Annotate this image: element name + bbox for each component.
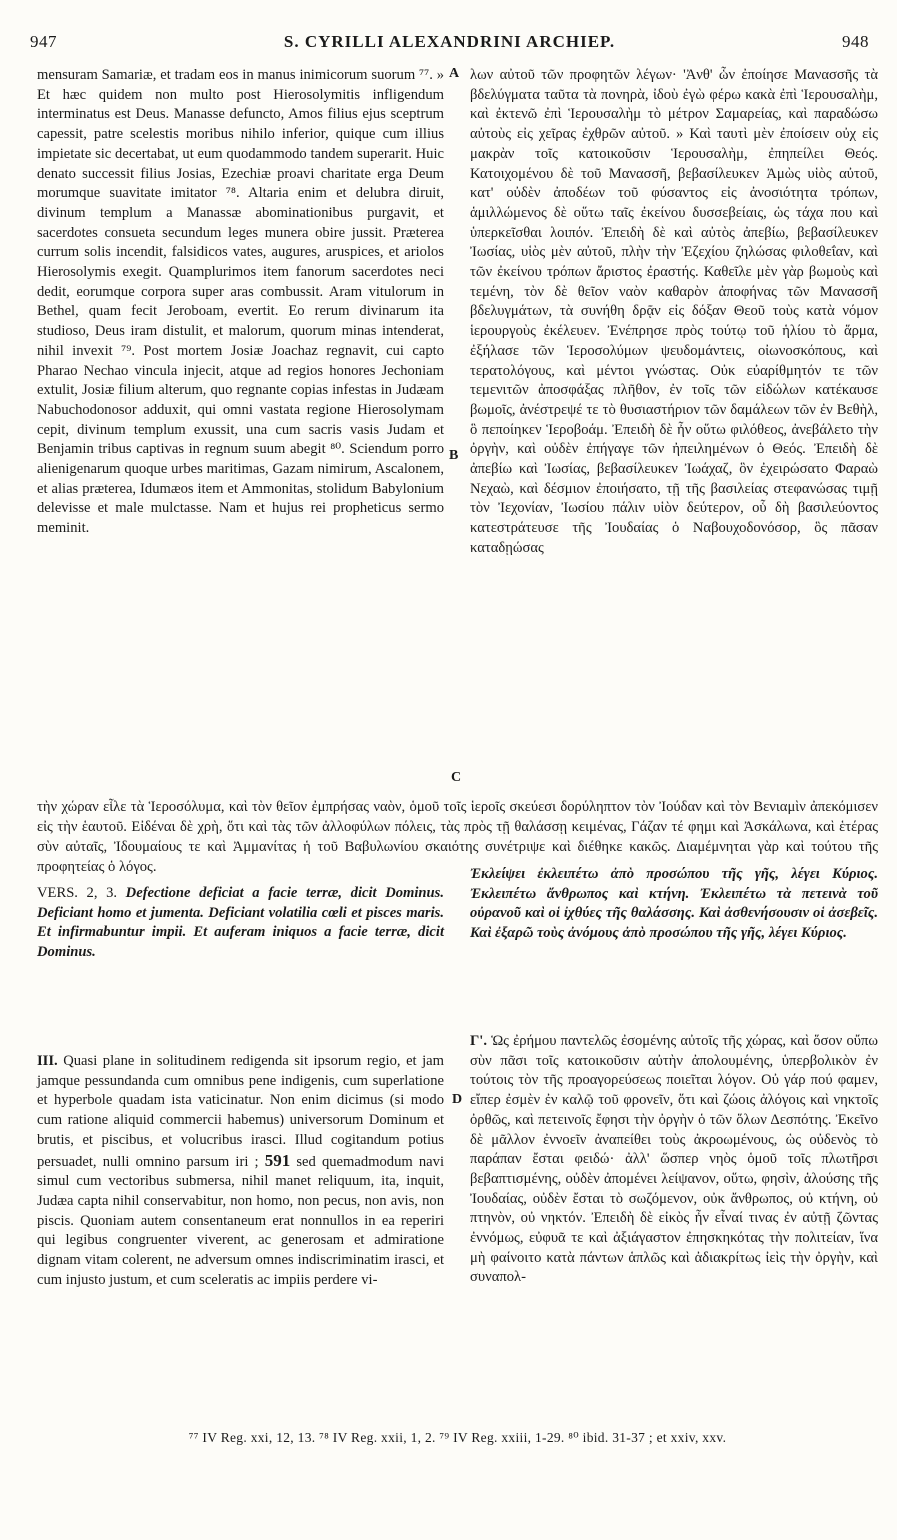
page-number-left: 947 <box>30 32 57 51</box>
latin-verses <box>37 884 444 963</box>
greek-verses <box>470 865 878 944</box>
section-number: III. <box>37 1053 58 1069</box>
margin-letter-b: B <box>449 448 459 463</box>
column-number: 591 <box>264 1150 291 1170</box>
page-number-right: 948 <box>842 32 869 51</box>
latin-section-iii <box>37 1052 444 1290</box>
greek-column-top <box>470 66 878 559</box>
greek-section-iii <box>470 1032 878 1288</box>
margin-letter-c: C <box>451 770 462 785</box>
greek-section-text: Ὡς ἐρήμου παντελῶς ἐσομένης αὐτοῖς τῆς χώρας, καὶ ὅσον οὔπω σὺν πᾶσι τοῖς κατοικοῦσιν αὐτὴν ἀπολουμένης, ὑπερβολικὸν ἐν τούτοις τὸν τῆς προαγορεύσεως ποιεῖται λόγον. Οὐ γάρ πού φαμεν, εἴπερ ἐσμὲν ἐν καλῷ τοῦ φρονεῖν, ὅτι καὶ ζώοις ἀλόγοις καὶ νηκτοῖς ὀρθῶς, καὶ πετεινοῖς ἔφησι τὴν ὀργὴν ὁ τῶν ὅλων Δεσπότης. Ἐκεῖνο δὲ μᾶλλον ἐννοεῖν ἀναπείθει τοὺς ἀκροωμένους, ὡς οὐδενὸς τὸ παράπαν ἔσται φειδώ· ἀλλ' ὥσπερ νηὸς ὁμοῦ τοῖς πλωτῆρσι βεβαπτισμένης, οὐδὲν ἀπομένει λείψανον, οὕτω, φησὶν, ἁλούσης τῆς Ἰουδαίας, οὐδὲν ἔσται τὸ σωζόμενον, οὐκ ἄνθρωπος, οὐ κτήνη, οὐ πτηνὸν, οὐ νηκτόν. Ἐπειδὴ δὲ εἰκὸς ἦν εἶναί τινας ἐν αὐτῇ ζῶντας ἐννόμως, εὐφυᾶ τε καὶ ἀξιάγαστον ἐπησκηκότας τὴν πολιτείαν, ἵνα μὴ φαίνοιτο κατὰ πάντων ἁπλῶς καὶ ἀδιακρίτως ἰεὶς τὴν ὀργὴν, καὶ συναπολ- <box>470 1033 878 1286</box>
latin-section-text-a: Quasi plane in solitudinem redigenda sit ipsorum regio, et jam jamque pessundanda cum omnibus pene indigenis, cum superlatione et hyperbole quadam ista vaticinatur. Non enim dicimus (si modo cum ratione aliquid commercii habemus) universorum Dominum et brutis, et piscibus, et volucribus irasci. Illud cogitandum potius persuadet, nulli omnino parsum iri ; <box>37 1053 444 1170</box>
margin-letter-a: A <box>449 66 460 81</box>
page-header <box>30 32 869 56</box>
greek-verse-text: Ἐκλείψει ἐκλειπέτω ἀπὸ προσώπου τῆς γῆς, λέγει Κύριος. Ἐκλειπέτω ἄνθρωπος καὶ κτήνη. Ἐκλειπέτω τὰ πετεινὰ τοῦ οὐρανοῦ καὶ οἱ ἰχθύες τῆς θαλάσσης. Καὶ ἀσθενήσουσιν οἱ ἀσεβεῖς. Καὶ ἐξαρῶ τοὺς ἀνόμους ἀπὸ προσώπου τῆς γῆς, λέγει Κύριος. <box>470 866 878 942</box>
margin-letter-d: D <box>452 1092 463 1107</box>
greek-paragraph: λων αὐτοῦ τῶν προφητῶν λέγων· 'Ἀνθ' ὧν ἐποίησε Μανασσῆς τὰ βδελύγματα ταῦτα τὰ πονηρὰ, ἰδοὺ ἐγὼ φέρω κακὰ ἐπὶ Ἱερουσαλὴμ, καὶ ἐκτενῶ ἐπὶ Ἱερουσαλὴμ τὸ μέτρον Σαμαρείας, καὶ παραδώσω αὐτοὺς εἰς χεῖρας ἐχθρῶν αὐτοῦ. » Καὶ ταυτὶ μὲν ἐποίσειν οὐχ εἰς μακρὰν τοῖς κατοικοῦσιν Ἱερουσαλὴμ, ἐπηπείλει Θεός. Κατοιχομένου δὲ τοῦ Μανασσῆ, βεβασίλευκεν Ἀμὼς υἱὸς αὐτοῦ, κατ' οὐδὲν ἀποδέων τοῦ φύσαντος εἰς ἀνοσιότητα τρόπων, ἁμιλλώμενος δὲ οὕτω ταῖς ἐκείνου δυσσεβείαις, ὡς τάχα που καὶ ὑπερκεῖσθαι λοιπόν. Ἐπειδὴ δὲ καὶ αὐτὸς ἀπεβίω, βεβασίλευκεν Ἰωσίας, υἱὸς μὲν αὐτοῦ, πλὴν τὴν Ἐζεχίου ζηλώσας φιλοθεΐαν, καὶ τῶν ἐκείνου τρόπων ἄριστος ἐραστής. Καθεῖλε μὲν γὰρ βωμοὺς καὶ τεμένη, τὸν δὲ θεῖον ναὸν καθαρὸν ἀποφήνας τῶν Μανασσῆ βδελυγμάτων, τὰ συνήθη δρᾷν εἰς δόξαν Θεοῦ τοὺς κατὰ νόμον ἱερουργοὺς ἐκέλευεν. Ἐνέπρησε πρὸς τούτῳ τοῦ ἡλίου τὸ ἅρμα, ἐξήλασε τῶν Ἱεροσολύμων ψευδομάντεις, οἰωνοσκόπους, καὶ τερατολόγους, καὶ μέντοι γνώστας. Οὐκ εὐαρίθμητόν τε τῶν τεμενιτῶν ἀποσφάξας πλῆθον, ἐν τοῖς τῶν εἰδώλων κατέκαυσε βωμοῖς, ἀνέστρεψέ τε τὸ θυσιαστήριον τῶν δαμάλεων τῶν ἐν Βεθὴλ, ὃ πεποίηκεν Ἱεροβοάμ. Ἐπειδὴ δὲ ἦν οὕτω φιλόθεος, ἀνεβάλετο τὴν ὀργὴν, καὶ οὐδὲν ἐπήγαγε τῶν ἠπειλημένων ὁ Θεός. Ἐπειδὴ δὲ ἀπεβίω καὶ Ἰωσίας, βεβασίλευκεν Ἰωάχαζ, ὃν ἐχειρώσατο Φαραὼ Νεχαὼ, καὶ δέσμιον ἐποιήσατο, τῇ τῆς βασιλείας στεφανώσας τιμῇ τὸν Ἰεχονίαν, Ἰωσίου πάλιν υἱὸν δεύτερον, οὗ δὴ βασιλεύοντος κατεστράτευσε τῆς Ἰουδαίας ὁ Ναβουχοδονόσορ, ὃς πᾶσαν καταδῃώσας <box>470 67 878 556</box>
running-title: S. CYRILLI ALEXANDRINI ARCHIEP. <box>283 32 616 51</box>
latin-column-top <box>37 66 444 539</box>
latin-paragraph: mensuram Samariæ, et tradam eos in manus inimicorum suorum ⁷⁷. » Et hæc quidem non multo post Hierosolymitis infligendum interminatus est Deus. Manasse defuncto, Amos filius ejus sceptrum capessit, patre scelestis moribus nihilo inferior, quique cum illius impietate sic decertabat, ut eum quodammodo tandem superarit. Huic denato successit filius Josias, Ezechiæ proavi charitate erga Deum morumque suavitate imitator ⁷⁸. Altaria enim et delubra diruit, divinum templum a Manassæ abominationibus purgavit, et sacerdotes consueta secundum leges munera obire jussit. Præterea currum solis incendit, falsidicos vates, augures, aruspices, et ariolos Hierosolymis exegit. Quamplurimos item fanorum sacerdotes neci dedit, eorumque corpora super aras combussit. Aram vitulorum in Bethel, quam fecit Jeroboam, evertit. Eo rerum divinarum ita studioso, Deus iram distulit, et malorum, quorum minas intenderat, nihil invexit ⁷⁹. Post mortem Josiæ Joachaz regnavit, cui capto Pharao Nechao vincula injecit, atque ad regios honores Jechoniam extulit, Josiæ filium alterum, quo regnante copias infestas in Judæam Nabuchodonosor adduxit, qui omni vastata regione Hierosolymam cepit, divinum templum exussit, una cum sacris vasis Judam et Benjamin tribus captivas in regnum suum abegit ⁸⁰. Sciendum porro alienigenarum quoque urbes maritimas, Gazam nimirum, Ascalonem, et alias præterea, Idumæos item et Ammonitas, stolidum Babylonium delevisse et male mulctasse. Nam et hujus rei propheticus sermo meminit. <box>37 67 444 537</box>
latin-section-text-b: sed quemadmodum navi simul cum vectoribus submersa, nihil manet reliquum, ita, inquit, Judæa capta nihil conservabitur, non homo, non pecus, non avis, non piscis. Quoniam autem consentaneum erat nonnullos in ea reperiri qui legibus congruenter viverent, ac generosam et admiratione dignam vitam colerent, ne adversum omnes indiscriminatim irasci, et cum injusto justum, et cum sceleratis ac impiis perdere vi- <box>37 1153 444 1288</box>
greek-continuation: τὴν χώραν εἷλε τὰ Ἱεροσόλυμα, καὶ τὸν θεῖον ἐμπρήσας ναὸν, ὁμοῦ τοῖς ἱεροῖς σκεύεσι δορύληπτον τὸν Ἰούδαν καὶ τὸν Βενιαμὶν ἀπεκόμισεν εἰς τὴν ἑαυτοῦ. Εἰδέναι δὲ χρὴ, ὅτι καὶ τὰς τῶν ἀλλοφύλων πόλεις, τὰς πρὸς τῇ θαλάσσῃ κειμένας, Γάζαν τέ φημι καὶ Ἀσκάλωνα, καὶ ἑτέρας σὺν αὐταῖς, Ἰδουμαίους τε καὶ Ἀμμανίτας ἡ τοῦ Βαβυλωνίου σκαιότης συνέτριψε καὶ διέθηκε κακῶς. Διαμέμνηται γὰρ καὶ τούτου τῆς προφητείας ὁ λόγος. <box>37 799 878 875</box>
verse-reference: VERS. 2, 3. <box>37 885 118 901</box>
footnotes: ⁷⁷ IV Reg. xxi, 12, 13. ⁷⁸ IV Reg. xxii, 1, 2. ⁷⁹ IV Reg. xxiii, 1-29. ⁸⁰ ibid. 31-37 ; et xxiv, xxv. <box>188 1430 727 1445</box>
latin-verse-text: Defectione deficiat a facie terræ, dicit Dominus. Deficiant homo et jumenta. Deficiant volatilia cœli et pisces maris. Et infirmabuntur impii. Et auferam iniquos a facie terræ, dicit Dominus. <box>37 885 444 961</box>
section-number: Γ'. <box>470 1033 487 1049</box>
